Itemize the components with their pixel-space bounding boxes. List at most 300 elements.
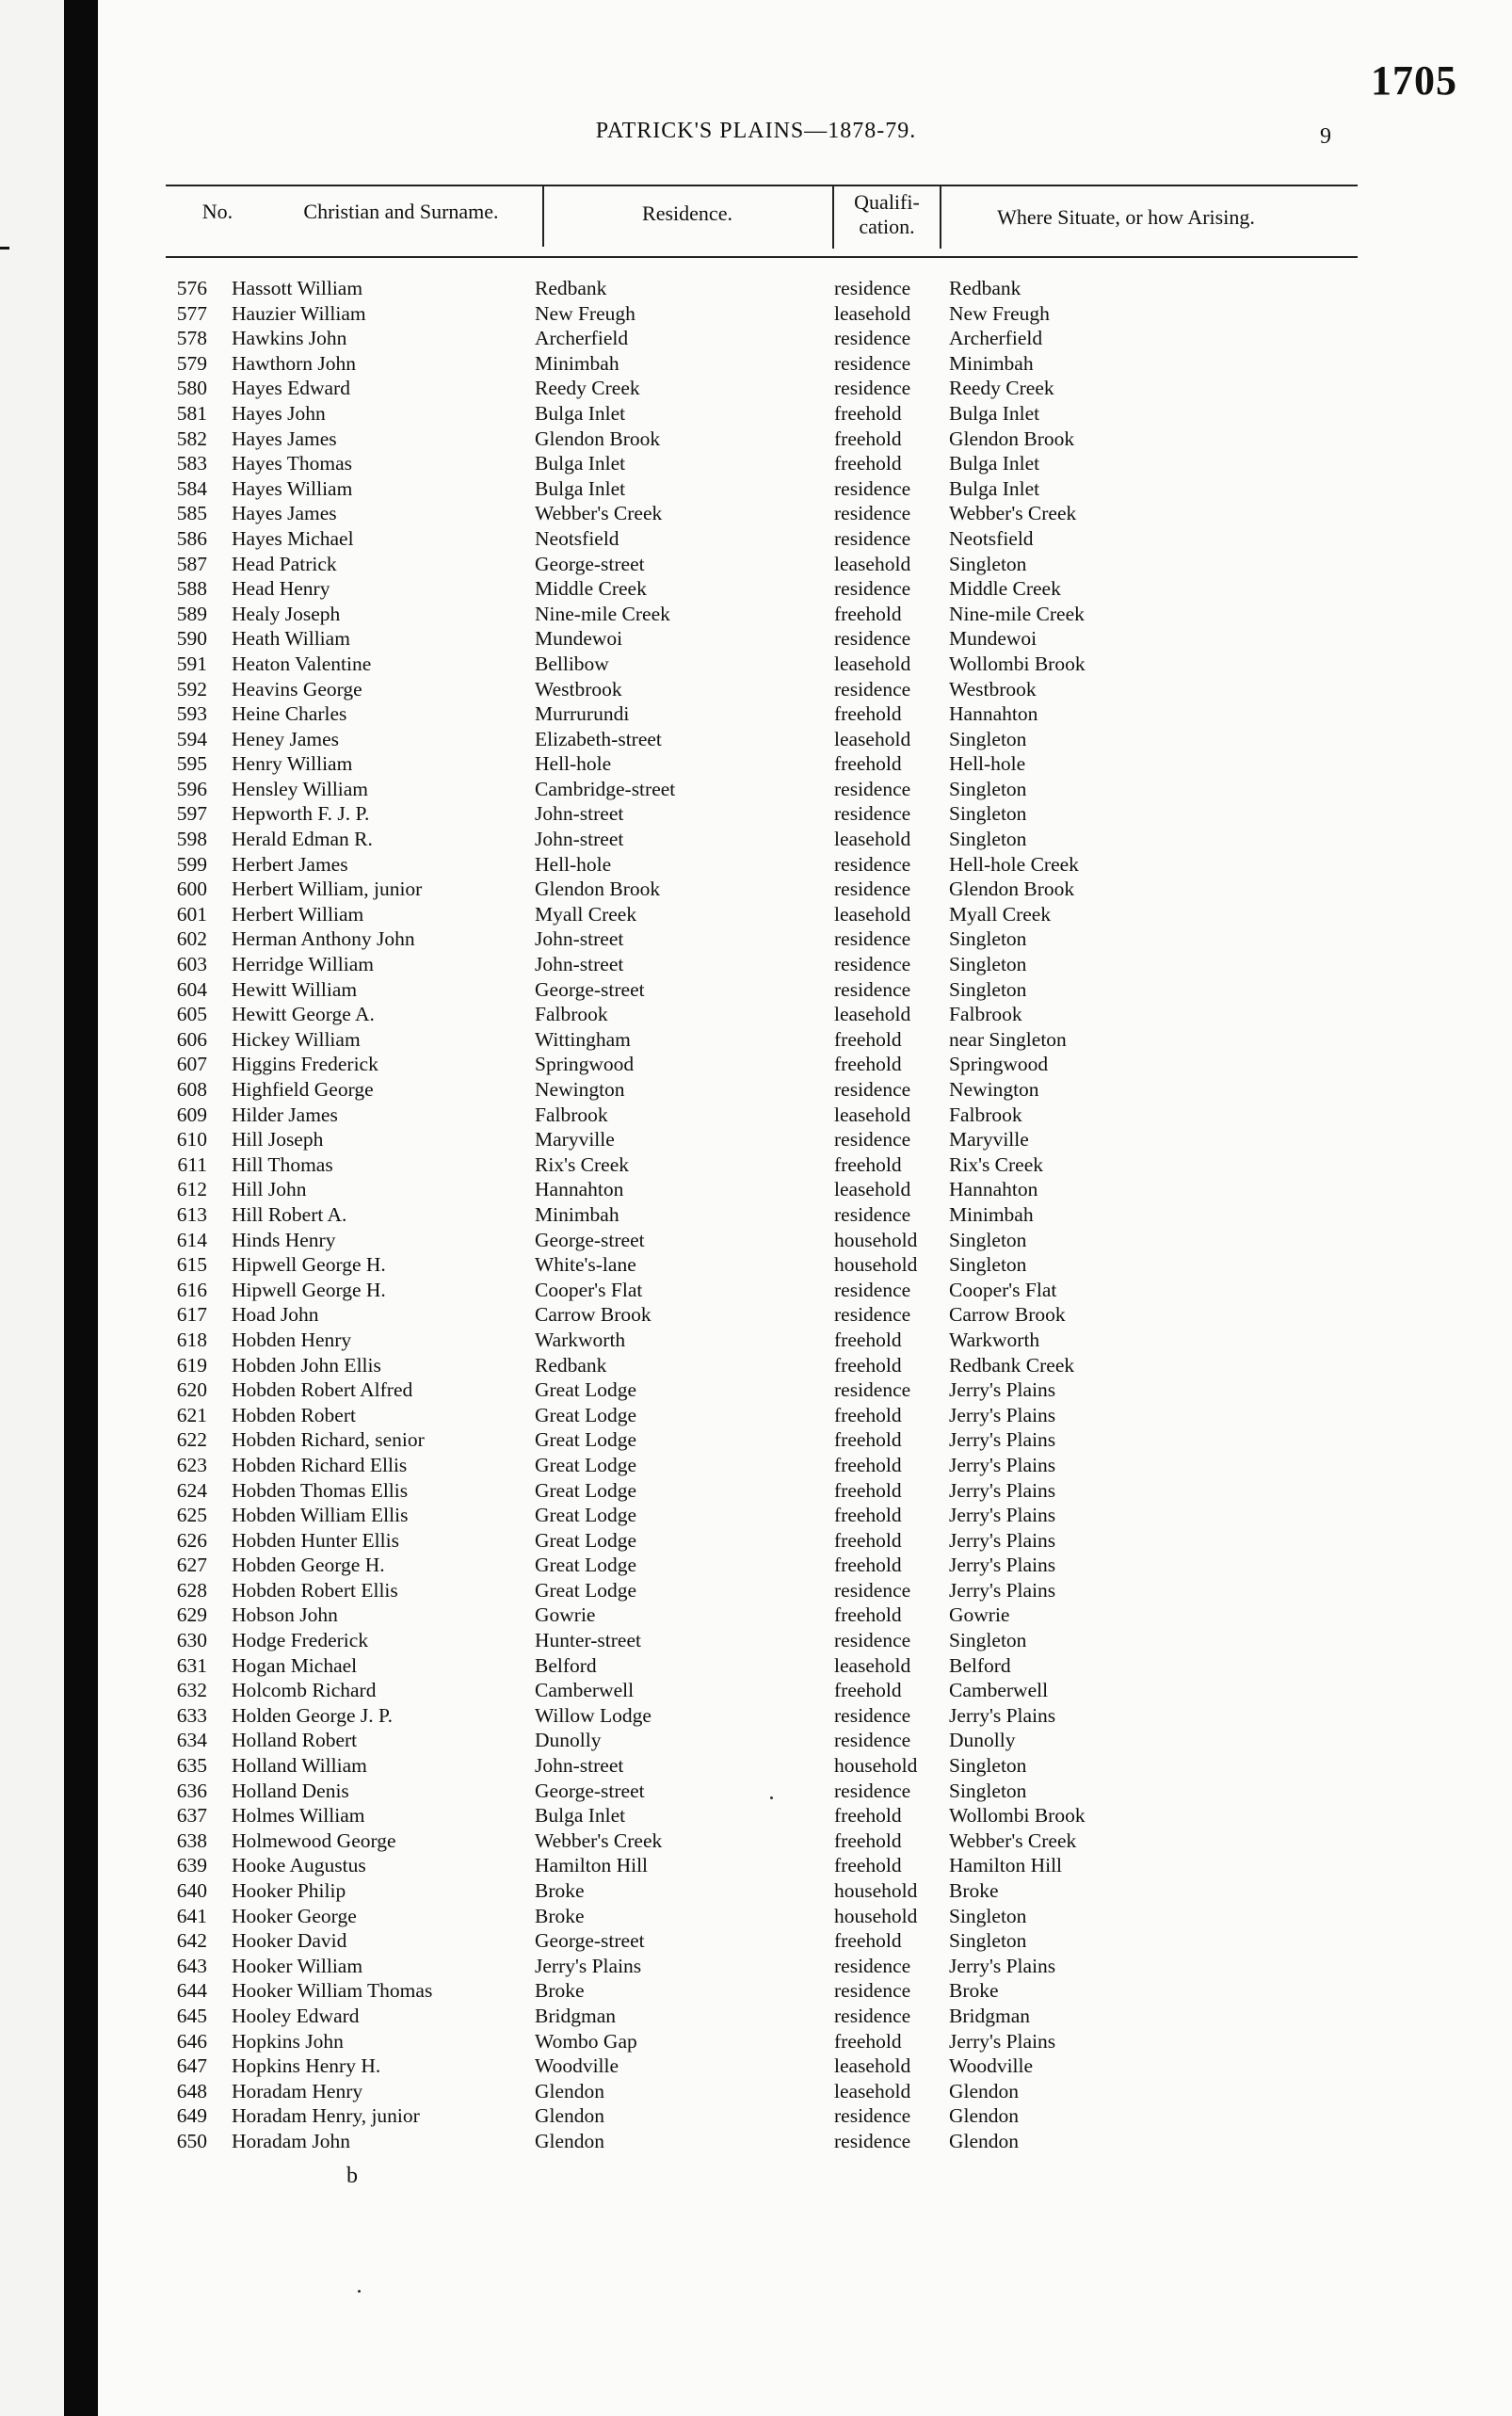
elector-name: Hepworth F. J. P. xyxy=(232,802,370,826)
where-situate-cell: Singleton xyxy=(949,777,1027,800)
elector-name: Higgins Frederick xyxy=(232,1053,378,1076)
table-row xyxy=(160,1229,1327,1254)
table-row xyxy=(160,1003,1327,1028)
residence-cell: Minimbah xyxy=(535,351,619,375)
qualification-cell: leasehold xyxy=(834,828,911,851)
elector-name: Hooker David xyxy=(232,1929,347,1953)
table-row xyxy=(160,1128,1327,1153)
residence-cell: Glendon xyxy=(535,2104,605,2128)
elector-name: Hickey William xyxy=(232,1027,361,1051)
row-number: 616 xyxy=(176,1278,207,1301)
residence-cell: Great Lodge xyxy=(535,1428,637,1452)
elector-name: Heavins George xyxy=(232,677,362,701)
elector-name: Hobden Robert Ellis xyxy=(232,1578,398,1602)
where-situate-cell: Singleton xyxy=(949,1754,1027,1778)
residence-cell: Bulga Inlet xyxy=(535,452,626,475)
table-row xyxy=(160,1603,1327,1629)
where-situate-cell: Singleton xyxy=(949,552,1027,575)
where-situate-cell: Bridgman xyxy=(949,2004,1030,2027)
row-number: 639 xyxy=(176,1854,207,1877)
residence-cell: Newington xyxy=(535,1078,625,1101)
residence-cell: George-street xyxy=(535,977,645,1001)
qualification-cell: household xyxy=(834,1253,918,1277)
where-situate-cell: Singleton xyxy=(949,1929,1027,1953)
table-row xyxy=(160,1053,1327,1078)
table-row xyxy=(160,1780,1327,1805)
row-number: 583 xyxy=(176,452,207,475)
qualification-cell: freehold xyxy=(834,1929,902,1953)
residence-cell: Cooper's Flat xyxy=(535,1278,643,1301)
residence-cell: Dunolly xyxy=(535,1729,602,1752)
row-number: 633 xyxy=(176,1703,207,1727)
table-row xyxy=(160,1454,1327,1479)
table-row xyxy=(160,577,1327,603)
where-situate-cell: Broke xyxy=(949,1879,999,1902)
where-situate-cell: Webber's Creek xyxy=(949,1828,1077,1852)
row-number: 602 xyxy=(176,927,207,951)
elector-name: Hopkins John xyxy=(232,2029,344,2053)
residence-cell: Broke xyxy=(535,1979,585,2003)
row-number: 589 xyxy=(176,602,207,625)
where-situate-cell: Warkworth xyxy=(949,1328,1040,1351)
row-number: 642 xyxy=(176,1929,207,1953)
elector-name: Hobden William Ellis xyxy=(232,1504,409,1527)
qualification-cell: residence xyxy=(834,1703,911,1727)
residence-cell: Camberwell xyxy=(535,1679,635,1702)
residence-cell: Bulga Inlet xyxy=(535,401,626,425)
elector-name: Hogan Michael xyxy=(232,1653,358,1677)
row-number: 603 xyxy=(176,953,207,976)
where-situate-cell: Jerry's Plains xyxy=(949,1703,1056,1727)
col-header-residence: Residence. xyxy=(642,201,732,225)
where-situate-cell: Jerry's Plains xyxy=(949,1504,1056,1527)
table-row xyxy=(160,1554,1327,1579)
qualification-cell: leasehold xyxy=(834,1653,911,1677)
residence-cell: Glendon Brook xyxy=(535,878,661,901)
elector-name: Hooker William Thomas xyxy=(232,1979,433,2003)
table-row xyxy=(160,1629,1327,1654)
qualification-cell: freehold xyxy=(834,1353,902,1377)
residence-cell: Bulga Inlet xyxy=(535,476,626,500)
speck xyxy=(358,2290,361,2293)
elector-name: Hobden Richard Ellis xyxy=(232,1453,408,1476)
residence-cell: Archerfield xyxy=(535,327,629,350)
qualification-cell: residence xyxy=(834,1954,911,1977)
elector-name: Horadam John xyxy=(232,2129,350,2152)
page-number: 1705 xyxy=(1371,57,1457,104)
running-head: PATRICK'S PLAINS—1878-79. xyxy=(595,119,917,143)
qualification-cell: leasehold xyxy=(834,301,911,325)
table-row xyxy=(160,927,1327,953)
where-situate-cell: Glendon xyxy=(949,2104,1020,2128)
residence-cell: Westbrook xyxy=(535,677,622,701)
elector-name: Hipwell George H. xyxy=(232,1253,386,1277)
elector-name: Holmewood George xyxy=(232,1828,396,1852)
residence-cell: George-street xyxy=(535,552,645,575)
row-number: 643 xyxy=(176,1954,207,1977)
elector-name: Holland Denis xyxy=(232,1779,349,1802)
residence-cell: Great Lodge xyxy=(535,1578,637,1602)
residence-cell: John-street xyxy=(535,927,624,951)
elector-name: Hobden Thomas Ellis xyxy=(232,1478,409,1502)
where-situate-cell: Bulga Inlet xyxy=(949,401,1040,425)
qualification-cell: residence xyxy=(834,1078,911,1101)
qualification-cell: residence xyxy=(834,2104,911,2128)
header-bottom-rule xyxy=(166,256,1358,258)
residence-cell: Glendon Brook xyxy=(535,427,661,450)
qualification-cell: residence xyxy=(834,878,911,901)
qualification-cell: freehold xyxy=(834,1603,902,1627)
row-number: 599 xyxy=(176,852,207,876)
where-situate-cell: Reedy Creek xyxy=(949,377,1054,400)
col-header-no: No. xyxy=(201,200,233,223)
where-situate-cell: Redbank Creek xyxy=(949,1353,1075,1377)
speck xyxy=(770,1796,773,1799)
qualification-cell: leasehold xyxy=(834,902,911,926)
table-row xyxy=(160,2104,1327,2130)
where-situate-cell: Woodville xyxy=(949,2054,1034,2078)
elector-name: Hayes Michael xyxy=(232,526,354,550)
qualification-cell: residence xyxy=(834,526,911,550)
where-situate-cell: Bulga Inlet xyxy=(949,452,1040,475)
elector-name: Hilder James xyxy=(232,1103,338,1126)
qualification-cell: residence xyxy=(834,1128,911,1152)
where-situate-cell: Maryville xyxy=(949,1128,1029,1152)
where-situate-cell: Jerry's Plains xyxy=(949,2029,1056,2053)
row-number: 579 xyxy=(176,351,207,375)
elector-name: Hawkins John xyxy=(232,327,347,350)
qualification-cell: freehold xyxy=(834,1854,902,1877)
row-number: 604 xyxy=(176,977,207,1001)
elector-name: Hill Joseph xyxy=(232,1128,324,1152)
residence-cell: Hell-hole xyxy=(535,752,612,776)
table-row xyxy=(160,1504,1327,1529)
row-number: 615 xyxy=(176,1253,207,1277)
residence-cell: Great Lodge xyxy=(535,1403,637,1426)
qualification-cell: residence xyxy=(834,502,911,525)
elector-name: Hassott William xyxy=(232,277,363,299)
residence-cell: Minimbah xyxy=(535,1202,619,1226)
residence-cell: White's-lane xyxy=(535,1253,636,1277)
row-number: 605 xyxy=(176,1003,207,1026)
row-number: 608 xyxy=(176,1078,207,1101)
qualification-cell: freehold xyxy=(834,702,902,726)
qualification-cell: residence xyxy=(834,677,911,701)
row-number: 581 xyxy=(176,401,207,425)
where-situate-cell: Singleton xyxy=(949,927,1027,951)
row-number: 634 xyxy=(176,1729,207,1752)
col-header-where: Where Situate, or how Arising. xyxy=(997,205,1255,229)
residence-cell: Mundewoi xyxy=(535,627,623,651)
table-row xyxy=(160,277,1327,302)
residence-cell: Murrurundi xyxy=(535,702,630,726)
table-row xyxy=(160,1704,1327,1730)
row-number: 578 xyxy=(176,327,207,350)
where-situate-cell: Gowrie xyxy=(949,1603,1010,1627)
row-number: 624 xyxy=(176,1478,207,1502)
qualification-cell: residence xyxy=(834,1578,911,1602)
row-number: 612 xyxy=(176,1178,207,1201)
residence-cell: Glendon xyxy=(535,2079,605,2102)
qualification-cell: freehold xyxy=(834,452,902,475)
table-row xyxy=(160,1529,1327,1554)
residence-cell: Bellibow xyxy=(535,652,609,675)
table-row xyxy=(160,477,1327,503)
table-row xyxy=(160,1905,1327,1930)
residence-cell: Great Lodge xyxy=(535,1504,637,1527)
row-number: 580 xyxy=(176,377,207,400)
elector-name: Hayes James xyxy=(232,502,337,525)
qualification-cell: residence xyxy=(834,327,911,350)
residence-cell: Great Lodge xyxy=(535,1378,637,1402)
row-number: 584 xyxy=(176,476,207,500)
qualification-cell: residence xyxy=(834,927,911,951)
qualification-cell: residence xyxy=(834,802,911,826)
where-situate-cell: Carrow Brook xyxy=(949,1303,1066,1327)
qualification-cell: residence xyxy=(834,1378,911,1402)
where-situate-cell: Bulga Inlet xyxy=(949,476,1040,500)
row-number: 587 xyxy=(176,552,207,575)
where-situate-cell: Glendon xyxy=(949,2079,1020,2102)
qualification-cell: leasehold xyxy=(834,1103,911,1126)
residence-cell: Great Lodge xyxy=(535,1453,637,1476)
row-number: 636 xyxy=(176,1779,207,1802)
table-row xyxy=(160,978,1327,1004)
row-number: 585 xyxy=(176,502,207,525)
residence-cell: Hunter-street xyxy=(535,1629,641,1652)
elector-name: Holden George J. P. xyxy=(232,1703,393,1727)
residence-cell: George-street xyxy=(535,1779,645,1802)
qualification-cell: freehold xyxy=(834,1027,902,1051)
elector-name: Hoad John xyxy=(232,1303,319,1327)
margin-tick xyxy=(0,247,9,250)
qualification-cell: leasehold xyxy=(834,2079,911,2102)
row-number: 641 xyxy=(176,1904,207,1927)
qualification-cell: freehold xyxy=(834,1053,902,1076)
table-row xyxy=(160,903,1327,928)
residence-cell: Glendon xyxy=(535,2129,605,2152)
residence-cell: Broke xyxy=(535,1879,585,1902)
table-row xyxy=(160,603,1327,628)
table-row xyxy=(160,1178,1327,1203)
qualification-cell: residence xyxy=(834,476,911,500)
elector-name: Heine Charles xyxy=(232,702,347,726)
where-situate-cell: Singleton xyxy=(949,953,1027,976)
table-row xyxy=(160,2030,1327,2055)
where-situate-cell: Falbrook xyxy=(949,1003,1022,1026)
residence-cell: Carrow Brook xyxy=(535,1303,651,1327)
table-row xyxy=(160,778,1327,803)
where-situate-cell: Singleton xyxy=(949,828,1027,851)
residence-cell: Belford xyxy=(535,1653,597,1677)
col-header-name: Christian and Surname. xyxy=(303,200,499,223)
where-situate-cell: Falbrook xyxy=(949,1103,1022,1126)
where-situate-cell: Singleton xyxy=(949,802,1027,826)
row-number: 626 xyxy=(176,1528,207,1552)
where-situate-cell: Singleton xyxy=(949,727,1027,750)
table-row xyxy=(160,828,1327,853)
column-divider-3 xyxy=(940,186,941,249)
qualification-cell: freehold xyxy=(834,1828,902,1852)
row-number: 600 xyxy=(176,878,207,901)
row-number: 644 xyxy=(176,1979,207,2003)
row-number: 588 xyxy=(176,577,207,601)
where-situate-cell: Singleton xyxy=(949,1629,1027,1652)
signature-mark: b xyxy=(346,2164,358,2188)
row-number: 618 xyxy=(176,1328,207,1351)
row-number: 592 xyxy=(176,677,207,701)
row-number: 601 xyxy=(176,902,207,926)
table-row xyxy=(160,953,1327,978)
where-situate-cell: Jerry's Plains xyxy=(949,1428,1056,1452)
elector-name: Heney James xyxy=(232,727,340,750)
residence-cell: Elizabeth-street xyxy=(535,727,662,750)
table-row xyxy=(160,1979,1327,2005)
qualification-cell: residence xyxy=(834,1278,911,1301)
row-number: 586 xyxy=(176,526,207,550)
row-number: 640 xyxy=(176,1879,207,1902)
row-number: 638 xyxy=(176,1828,207,1852)
residence-cell: John-street xyxy=(535,953,624,976)
column-divider-2 xyxy=(832,186,834,249)
qualification-cell: residence xyxy=(834,977,911,1001)
where-situate-cell: Hell-hole Creek xyxy=(949,852,1079,876)
residence-cell: Gowrie xyxy=(535,1603,596,1627)
row-number: 630 xyxy=(176,1629,207,1652)
table-row xyxy=(160,678,1327,703)
row-number: 623 xyxy=(176,1453,207,1476)
elector-name: Hayes Thomas xyxy=(232,452,352,475)
where-situate-cell: Glendon Brook xyxy=(949,878,1075,901)
residence-cell: Jerry's Plains xyxy=(535,1954,642,1977)
col-header-qualification xyxy=(836,190,938,239)
elector-name: Holland William xyxy=(232,1754,367,1778)
qualification-cell: leasehold xyxy=(834,1178,911,1201)
where-situate-cell: Hannahton xyxy=(949,1178,1038,1201)
book-gutter xyxy=(64,0,98,2416)
row-number: 598 xyxy=(176,828,207,851)
elector-name: Herman Anthony John xyxy=(232,927,415,951)
elector-name: Henry William xyxy=(232,752,353,776)
table-row xyxy=(160,402,1327,427)
elector-name: Healy Joseph xyxy=(232,602,341,625)
table-row xyxy=(160,1854,1327,1879)
elector-name: Holcomb Richard xyxy=(232,1679,377,1702)
qualification-cell: freehold xyxy=(834,1528,902,1552)
table-row xyxy=(160,352,1327,378)
where-situate-cell: Dunolly xyxy=(949,1729,1016,1752)
elector-name: Hobson John xyxy=(232,1603,338,1627)
elector-name: Highfield George xyxy=(232,1078,374,1101)
elector-name: Hayes William xyxy=(232,476,353,500)
residence-cell: Redbank xyxy=(535,277,607,299)
where-situate-cell: Jerry's Plains xyxy=(949,1554,1056,1577)
residence-cell: Redbank xyxy=(535,1353,607,1377)
elector-name: Hill Thomas xyxy=(232,1152,333,1176)
table-row xyxy=(160,1203,1327,1229)
row-number: 617 xyxy=(176,1303,207,1327)
qualification-cell: freehold xyxy=(834,1453,902,1476)
residence-cell: Webber's Creek xyxy=(535,1828,663,1852)
table-row xyxy=(160,502,1327,527)
qualification-cell: household xyxy=(834,1754,918,1778)
qualification-cell: residence xyxy=(834,277,911,299)
elector-name: Head Patrick xyxy=(232,552,337,575)
residence-cell: Middle Creek xyxy=(535,577,647,601)
qualification-cell: residence xyxy=(834,577,911,601)
residence-cell: Great Lodge xyxy=(535,1478,637,1502)
residence-cell: Nine-mile Creek xyxy=(535,602,670,625)
residence-cell: John-street xyxy=(535,802,624,826)
residence-cell: Wombo Gap xyxy=(535,2029,637,2053)
row-number: 590 xyxy=(176,627,207,651)
qualification-cell: household xyxy=(834,1904,918,1927)
residence-cell: Rix's Creek xyxy=(535,1152,630,1176)
table-row xyxy=(160,1729,1327,1754)
elector-list xyxy=(160,277,1327,2155)
where-situate-cell: Jerry's Plains xyxy=(949,1478,1056,1502)
qualification-cell: leasehold xyxy=(834,652,911,675)
residence-cell: Wittingham xyxy=(535,1027,631,1051)
elector-name: Hawthorn John xyxy=(232,351,356,375)
residence-cell: Cambridge-street xyxy=(535,777,676,800)
where-situate-cell: Archerfield xyxy=(949,327,1043,350)
qualification-cell: freehold xyxy=(834,1554,902,1577)
table-row xyxy=(160,1428,1327,1454)
where-situate-cell: Glendon xyxy=(949,2129,1020,2152)
where-situate-cell: Rix's Creek xyxy=(949,1152,1044,1176)
qualification-cell: leasehold xyxy=(834,552,911,575)
elector-name: Hill Robert A. xyxy=(232,1202,347,1226)
row-number: 620 xyxy=(176,1378,207,1402)
table-row xyxy=(160,1879,1327,1905)
row-number: 635 xyxy=(176,1754,207,1778)
residence-cell: Springwood xyxy=(535,1053,635,1076)
table-row xyxy=(160,2130,1327,2155)
where-situate-cell: Minimbah xyxy=(949,1202,1034,1226)
table-row xyxy=(160,1279,1327,1304)
residence-cell: Hannahton xyxy=(535,1178,624,1201)
where-situate-cell: Glendon Brook xyxy=(949,427,1075,450)
qualification-cell: freehold xyxy=(834,1504,902,1527)
residence-cell: Maryville xyxy=(535,1128,615,1152)
where-situate-cell: Jerry's Plains xyxy=(949,1528,1056,1552)
qualification-cell: residence xyxy=(834,953,911,976)
table-row xyxy=(160,1679,1327,1704)
elector-name: Hipwell George H. xyxy=(232,1278,386,1301)
row-number: 627 xyxy=(176,1554,207,1577)
qualification-cell: freehold xyxy=(834,1679,902,1702)
table-row xyxy=(160,1354,1327,1379)
table-row xyxy=(160,1829,1327,1855)
table-row xyxy=(160,1329,1327,1354)
qualification-cell: residence xyxy=(834,1979,911,2003)
where-situate-cell: Cooper's Flat xyxy=(949,1278,1057,1301)
elector-name: Hodge Frederick xyxy=(232,1629,369,1652)
table-row xyxy=(160,752,1327,778)
row-number: 632 xyxy=(176,1679,207,1702)
residence-cell: Woodville xyxy=(535,2054,619,2078)
where-situate-cell: Wollombi Brook xyxy=(949,652,1086,675)
row-number: 625 xyxy=(176,1504,207,1527)
table-row xyxy=(160,2005,1327,2030)
row-number: 649 xyxy=(176,2104,207,2128)
table-row xyxy=(160,878,1327,903)
residence-cell: Broke xyxy=(535,1904,585,1927)
elector-name: Hobden Richard, senior xyxy=(232,1428,425,1452)
qualification-cell: leasehold xyxy=(834,727,911,750)
elector-name: Hobden Henry xyxy=(232,1328,352,1351)
